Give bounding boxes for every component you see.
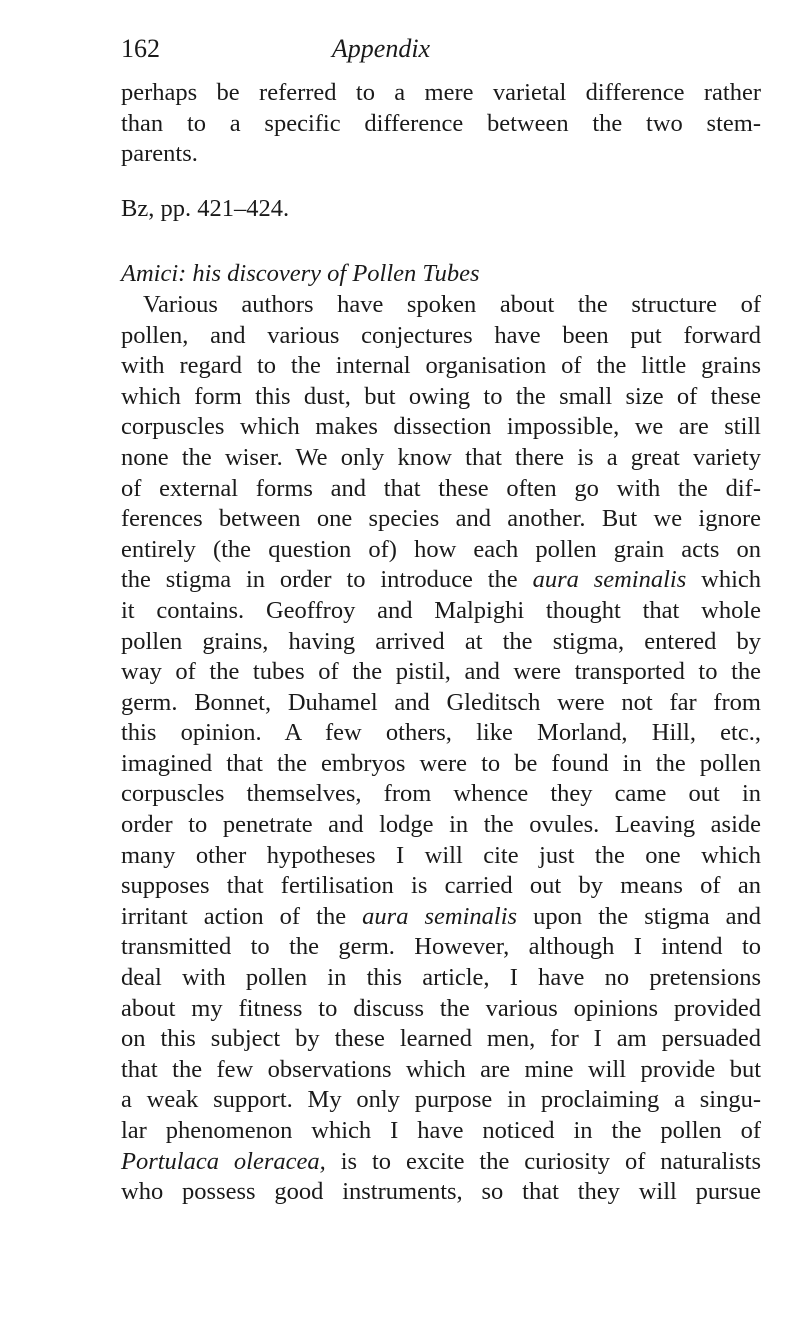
- text-line: many other hypotheses I will cite just the one which: [121, 841, 761, 869]
- section-paragraph: [121, 290, 761, 1208]
- body-text: [121, 78, 761, 1208]
- text-line: who possess good instruments, so that they will pursue: [121, 1178, 761, 1206]
- text-line: none the wiser. We only know that there is a great variety: [121, 443, 761, 471]
- text-line: [121, 1147, 761, 1178]
- running-title: Appendix: [331, 34, 431, 63]
- text-line: ferences between one species and another. But we ignore: [121, 505, 761, 533]
- text-line: deal with pollen in this article, I have no pretensions: [121, 964, 761, 992]
- text-fragment: the stigma in order to introduce the: [121, 566, 518, 594]
- text-line: pollen grains, having arrived at the stigma, entered by: [121, 627, 761, 655]
- text-line: entirely (the question of) how each pollen grain acts on: [121, 535, 761, 563]
- text-line: of external forms and that these often go with the dif-: [121, 474, 761, 502]
- text-line: [121, 902, 761, 933]
- text-line: about my fitness to discuss the various opinions provided: [121, 994, 761, 1022]
- italic-term: Portulaca oleracea,: [121, 1147, 326, 1175]
- text-line: lar phenomenon which I have noticed in the pollen of: [121, 1117, 761, 1144]
- page-number: 162: [121, 34, 160, 63]
- italic-term: aura seminalis: [362, 902, 518, 930]
- text-line: pollen, and various conjectures have been put forward: [121, 321, 761, 349]
- text-fragment: is to excite the curiosity of naturalists: [340, 1147, 761, 1175]
- text-line: which form this dust, but owing to the small size of these: [121, 382, 761, 410]
- text-line: parents.: [121, 140, 198, 168]
- text-line: supposes that fertilisation is carried out by means of an: [121, 872, 761, 900]
- text-fragment: upon the stigma and: [533, 902, 762, 930]
- running-head: [121, 32, 761, 66]
- section-heading: Amici: his discovery of Pollen Tubes: [121, 260, 480, 288]
- continued-paragraph: [121, 78, 761, 170]
- text-line: a weak support. My only purpose in proclaiming a singu-: [121, 1086, 761, 1114]
- text-line: corpuscles which makes dissection impossible, we are still: [121, 413, 761, 441]
- text-line: transmitted to the germ. However, although I intend to: [121, 933, 761, 961]
- text-line: germ. Bonnet, Duhamel and Gleditsch were not far from: [121, 688, 761, 716]
- text-line: on this subject by these learned men, for I am persuaded: [121, 1025, 761, 1053]
- text-line: Various authors have spoken about the structure of: [143, 290, 761, 318]
- text-line: way of the tubes of the pistil, and were transported to the: [121, 658, 761, 686]
- text-line: [121, 565, 761, 596]
- text-fragment: irritant action of the: [121, 902, 347, 930]
- text-line: with regard to the internal organisation of the little grains: [121, 352, 761, 380]
- text-line: than to a specific difference between the two stem-: [121, 109, 761, 137]
- source-reference: Bz, pp. 421–424.: [121, 194, 290, 222]
- text-line: this opinion. A few others, like Morland, Hill, etc.,: [121, 719, 761, 747]
- text-line: that the few observations which are mine will provide but: [121, 1055, 761, 1083]
- italic-term: aura seminalis: [532, 566, 687, 594]
- text-line: corpuscles themselves, from whence they came out in: [121, 780, 761, 808]
- text-line: order to penetrate and lodge in the ovules. Leaving aside: [121, 811, 761, 839]
- text-line: imagined that the embryos were to be found in the pollen: [121, 749, 761, 777]
- text-line: it contains. Geoffroy and Malpighi thought that whole: [121, 596, 761, 624]
- text-fragment: which: [701, 566, 762, 594]
- text-line: perhaps be referred to a mere varietal difference rather: [121, 79, 761, 106]
